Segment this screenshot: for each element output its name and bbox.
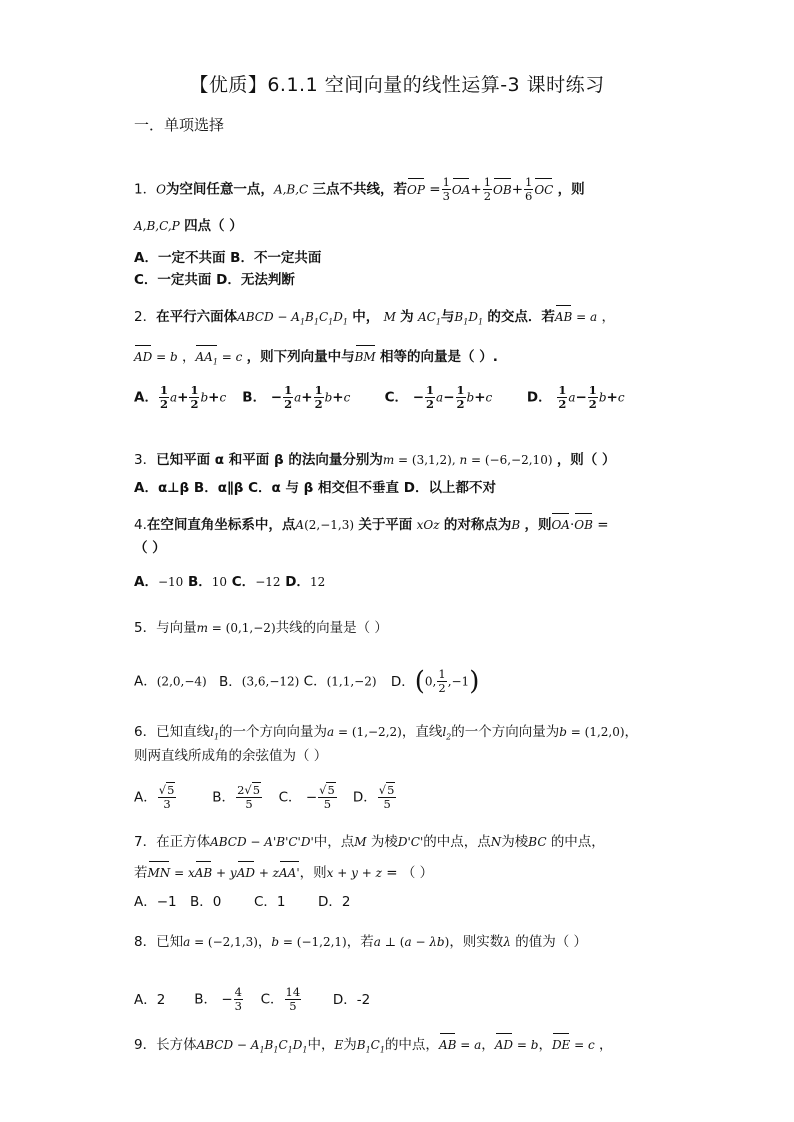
question-5-line-1: 5．与向量m = (0,1,−2)共线的向量是（ ）	[134, 620, 388, 636]
question-6-line-1: 6．已知直线$l_1$的一个方向向量为a = (1,−2,2)，直线$l_2$的一个方向向量为b = (1,2,0)，	[134, 724, 639, 742]
question-4-line-1: 4.在空间直角坐标系中，点A(2,−1,3) 关于平面 xOz 的对称点为B ，则OA·OB =	[134, 512, 609, 535]
question-6-options: A． $\frac{√5}{3}$ B． $\frac{2√5}{5}$ C． − $\frac{√5}{5}$ D． $\frac{√5}{5}$	[134, 783, 395, 811]
question-8-line-1: 8．已知a = (−2,1,3)，b = (−1,2,1)，若a ⊥ (a − λb)，则实数λ 的值为（ ）	[134, 934, 588, 950]
question-1-line-2: A,B,C,P 四点（ ）	[134, 218, 243, 234]
question-1-line-1: 1．O为空间任意一点，A,B,C 三点不共线，若OP = $\frac{1}{3}$ OA+ $\frac{1}{2}$ OB+ $\frac{1}{6}$ OC ，则	[134, 175, 585, 203]
question-4-line-2: （ ）	[134, 540, 166, 556]
question-7-line-1: 7．在正方体ABCD − A'B'C'D'中，点M 为棱D'C'的中点，点N为棱BC 的中点，	[134, 834, 605, 850]
page-title: 【优质】6.1.1 空间向量的线性运算-3 课时练习	[189, 74, 605, 96]
question-1-options-ab: A．一定不共面 B．不一定共面	[134, 250, 322, 266]
question-6-line-2: 则两直线所成角的余弦值为（ ）	[134, 748, 328, 764]
question-8-options: A．2 B． − $\frac{4}{3}$ C． $\frac{14}{5}$ D．-2	[134, 985, 371, 1013]
question-7-options: A．−1 B．0 C．1 D．2	[134, 894, 351, 910]
question-4-options: A．−10 B．10 C．−12 D．12	[134, 574, 326, 590]
section-heading: 一．单项选择	[134, 116, 225, 134]
question-2-options: A． $\frac{1}{2}$ a+ $\frac{1}{2}$ b+c B． − $\frac{1}{2}$ a+ $\frac{1}{2}$ b+c C． − $\frac{1}{2}$ a− $\frac{1}{2}$ b+c D． $\frac{1}{2}$ a− $\frac{1}{2}$ b+c	[134, 383, 625, 411]
question-3-line-1: 3．已知平面 α 和平面 β 的法向量分别为m = (3,1,2), n = (−6,−2,10) ，则（ ）	[134, 452, 616, 468]
question-9-line-1: 9．长方体ABCD − $A_1B_1C_1D_1$中，E为$B_1C_1$的中点，AB = a，AD = b，DE = c ，	[134, 1032, 613, 1060]
question-7-line-2: 若MN = xAB + yAD + zAA'，则x + y + z = （ ）	[134, 860, 433, 883]
question-3-options: A．α⊥β B．α∥β C．α 与 β 相交但不垂直 D．以上都不对	[134, 480, 496, 496]
question-1-options-cd: C．一定共面 D．无法判断	[134, 272, 295, 288]
question-2-line-2: AD = b ，$AA_1 = c$ ，则下列向量中与BM 相等的向量是（ ）.	[134, 344, 498, 372]
question-2-line-1: 2．在平行六面体ABCD − $A_1B_1C_1D_1$ 中， M 为 $AC_1$与$B_1D_1$ 的交点．若AB = a ，	[134, 304, 615, 332]
question-5-options: A．(2,0,−4) B．(3,6,−12) C．(1,1,−2) D．(0, $\frac{1}{2}$ ,−1)	[134, 666, 480, 697]
